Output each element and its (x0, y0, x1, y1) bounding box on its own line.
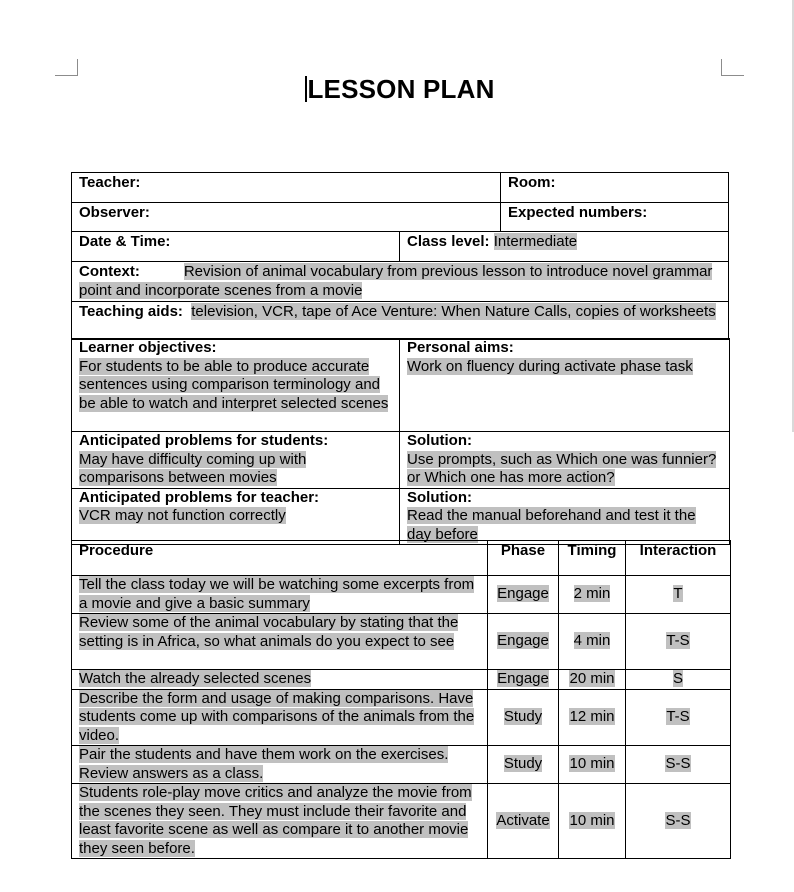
procedure-header-row (72, 541, 731, 576)
datetime-label: Date & Time: (79, 233, 171, 250)
timing-value: 2 min (573, 585, 611, 603)
phase-value: Engage (497, 632, 549, 650)
interaction-header: Interaction (626, 541, 731, 576)
procedure-header: Procedure (72, 541, 488, 576)
personal-aims-cell[interactable] (400, 339, 730, 432)
observer-label: Observer: (79, 204, 150, 221)
student-problems-cell[interactable] (72, 432, 400, 489)
room-cell[interactable] (501, 173, 729, 203)
context-cell[interactable] (72, 262, 729, 302)
interaction-value: T-S (666, 708, 690, 725)
phase-value: Activate (496, 811, 550, 829)
student-problems-value: May have difficulty coming up with comparisons between movies (79, 450, 307, 486)
interaction-value: S-S (665, 811, 691, 829)
student-solution-label: Solution: (407, 432, 472, 449)
phase-value: Engage (497, 670, 549, 687)
phase-value: Engage (497, 585, 549, 603)
expected-numbers-cell[interactable] (501, 203, 729, 232)
interaction-value: S-S (665, 755, 691, 773)
personal-aims-label: Personal aims: (407, 339, 514, 356)
phase-value: Study (503, 708, 543, 725)
procedure-step: Pair the students and have them work on the exercises. Review answers as a class. (79, 746, 449, 782)
table-row[interactable] (72, 746, 731, 784)
timing-value: 20 min (569, 670, 615, 687)
teaching-aids-cell[interactable] (72, 302, 729, 340)
phase-header: Phase (488, 541, 559, 576)
table-row[interactable] (72, 670, 731, 690)
teaching-aids-label: Teaching aids: (79, 303, 183, 320)
expected-numbers-label: Expected numbers: (508, 204, 648, 221)
student-solution-cell[interactable] (400, 432, 730, 489)
phase-value: Study (503, 755, 543, 773)
procedure-step: Watch the already selected scenes (79, 670, 312, 687)
procedure-step: Review some of the animal vocabulary by stating that the setting is in Africa, so what animals do you expect to see (79, 614, 459, 650)
table-row[interactable] (72, 576, 731, 614)
room-label: Room: (508, 174, 556, 191)
interaction-value: T (673, 585, 683, 603)
table-row[interactable] (72, 614, 731, 670)
teacher-problems-label: Anticipated problems for teacher: (79, 488, 320, 506)
interaction-value: T-S (666, 632, 690, 650)
objectives-table (71, 338, 730, 545)
timing-value: 10 min (569, 755, 615, 773)
teacher-problems-cell[interactable] (72, 488, 400, 545)
learner-objectives-label: Learner objectives: (79, 339, 217, 356)
teacher-solution-value: Read the manual beforehand and test it the day before (407, 507, 696, 543)
header-table (71, 172, 729, 340)
timing-value: 12 min (569, 708, 615, 725)
teaching-aids-value: television, VCR, tape of Ace Venture: When Nature Calls, copies of worksheets (191, 303, 716, 320)
teacher-solution-label: Solution: (407, 488, 472, 506)
datetime-cell[interactable] (72, 232, 400, 262)
teacher-cell[interactable] (72, 173, 501, 203)
procedure-step: Describe the form and usage of making comparisons. Have students come up with comparisons of the animals from the video. (79, 689, 475, 744)
context-value: Revision of animal vocabulary from previous lesson to introduce novel grammar point and incorporate scenes from a movie (79, 263, 713, 299)
page-title: LESSON PLAN (307, 74, 495, 104)
student-problems-label: Anticipated problems for students: (79, 432, 329, 449)
teacher-label: Teacher: (79, 174, 141, 191)
procedure-step: Students role-play move critics and analyze the movie from the scenes they seen. They must include their favorite and least favorite scene as well as compare it to another movie they seen before. (79, 784, 472, 857)
interaction-value: S (672, 670, 683, 687)
timing-value: 4 min (573, 632, 611, 650)
teacher-solution-cell[interactable] (400, 488, 730, 545)
table-row[interactable] (72, 784, 731, 859)
class-level-cell[interactable] (400, 232, 729, 262)
context-label: Context: (79, 263, 140, 280)
timing-value: 10 min (569, 811, 615, 829)
student-solution-value: Use prompts, such as Which one was funnier? or Which one has more action? (407, 450, 717, 486)
procedure-step: Tell the class today we will be watching some excerpts from a movie and give a basic summary (79, 576, 475, 612)
table-row[interactable] (72, 689, 731, 746)
teacher-problems-value: VCR may not function correctly (79, 507, 286, 524)
timing-header: Timing (559, 541, 626, 576)
procedure-table (71, 540, 731, 859)
observer-cell[interactable] (72, 203, 501, 232)
personal-aims-value: Work on fluency during activate phase task (407, 357, 693, 375)
class-level-value: Intermediate (493, 233, 578, 250)
learner-objectives-cell[interactable] (72, 339, 400, 432)
class-level-label: Class level: (407, 233, 490, 250)
learner-objectives-value: For students to be able to produce accurate sentences using comparison terminology and be able to watch and interpret selected scenes (79, 357, 389, 412)
